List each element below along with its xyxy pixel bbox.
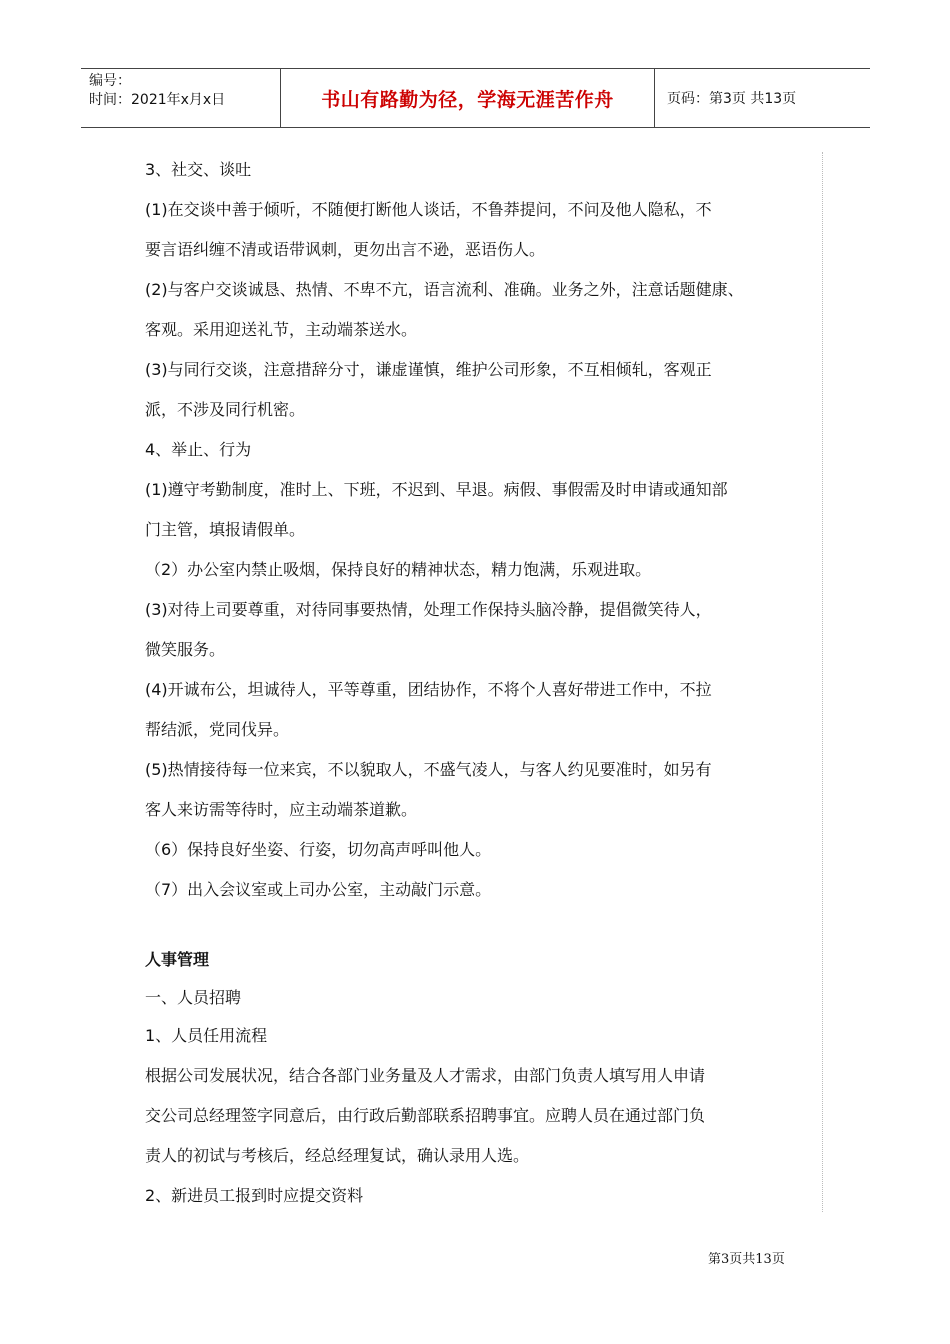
line2-0: 一、人员招聘 — [145, 988, 242, 1007]
time-label: 时间：2021年x月x日 — [89, 92, 226, 108]
line2-4: 责人的初试与考核后，经总经理复试，确认录用人选。 — [145, 1146, 530, 1165]
line-12: 微笑服务。 — [145, 640, 226, 659]
line2-1: 1、人员任用流程 — [145, 1026, 268, 1045]
line-1: (1)在交谈中善于倾听，不随便打断他人谈话，不鲁莽提问，不问及他人隐私，不 — [145, 200, 712, 219]
line-17: （6）保持良好坐姿、行姿，切勿高声呼叫他人。 — [145, 840, 492, 859]
line-0: 3、社交、谈吐 — [145, 160, 252, 179]
line-3: (2)与客户交谈诚恳、热情、不卑不亢，语言流利、准确。业务之外，注意话题健康、 — [145, 280, 744, 299]
line-9: 门主管，填报请假单。 — [145, 520, 306, 539]
line-18: （7）出入会议室或上司办公室，主动敲门示意。 — [145, 880, 492, 899]
document-body — [145, 150, 825, 1216]
line-14: 帮结派，党同伐异。 — [145, 720, 290, 739]
section-heading: 人事管理 — [145, 950, 210, 969]
line-15: (5)热情接待每一位来宾，不以貌取人，不盛气凌人，与客人约见要准时，如另有 — [145, 760, 712, 779]
line-10: （2）办公室内禁止吸烟，保持良好的精神状态，精力饱满，乐观进取。 — [145, 560, 652, 579]
header-left — [81, 69, 281, 127]
header-motto — [281, 69, 655, 127]
line2-5: 2、新进员工报到时应提交资料 — [145, 1186, 364, 1205]
line-8: (1)遵守考勤制度，准时上、下班，不迟到、早退。病假、事假需及时申请或通知部 — [145, 480, 728, 499]
line-4: 客观。采用迎送礼节，主动端茶送水。 — [145, 320, 418, 339]
line-7: 4、举止、行为 — [145, 440, 252, 459]
line-13: (4)开诚布公，坦诚待人，平等尊重，团结协作，不将个人喜好带进工作中，不拉 — [145, 680, 712, 699]
line-16: 客人来访需等待时，应主动端茶道歉。 — [145, 800, 418, 819]
header-page-info: 页码：第3页 共13页 — [667, 91, 797, 107]
line-2: 要言语纠缠不清或语带讽刺，更勿出言不逊，恶语伤人。 — [145, 240, 546, 259]
number-label: 编号： — [89, 73, 131, 89]
page-header — [81, 68, 870, 128]
line2-3: 交公司总经理签字同意后，由行政后勤部联系招聘事宜。应聘人员在通过部门负 — [145, 1106, 706, 1125]
line-11: (3)对待上司要尊重，对待同事要热情，处理工作保持头脑冷静，提倡微笑待人， — [145, 600, 712, 619]
motto-text: 书山有路勤为径，学海无涯苦作舟 — [321, 88, 614, 111]
line-6: 派，不涉及同行机密。 — [145, 400, 306, 419]
page-footer: 第3页共13页 — [708, 1252, 785, 1267]
line2-2: 根据公司发展状况，结合各部门业务量及人才需求，由部门负责人填写用人申请 — [145, 1066, 706, 1085]
line-5: (3)与同行交谈，注意措辞分寸，谦虚谨慎，维护公司形象，不互相倾轧，客观正 — [145, 360, 712, 379]
